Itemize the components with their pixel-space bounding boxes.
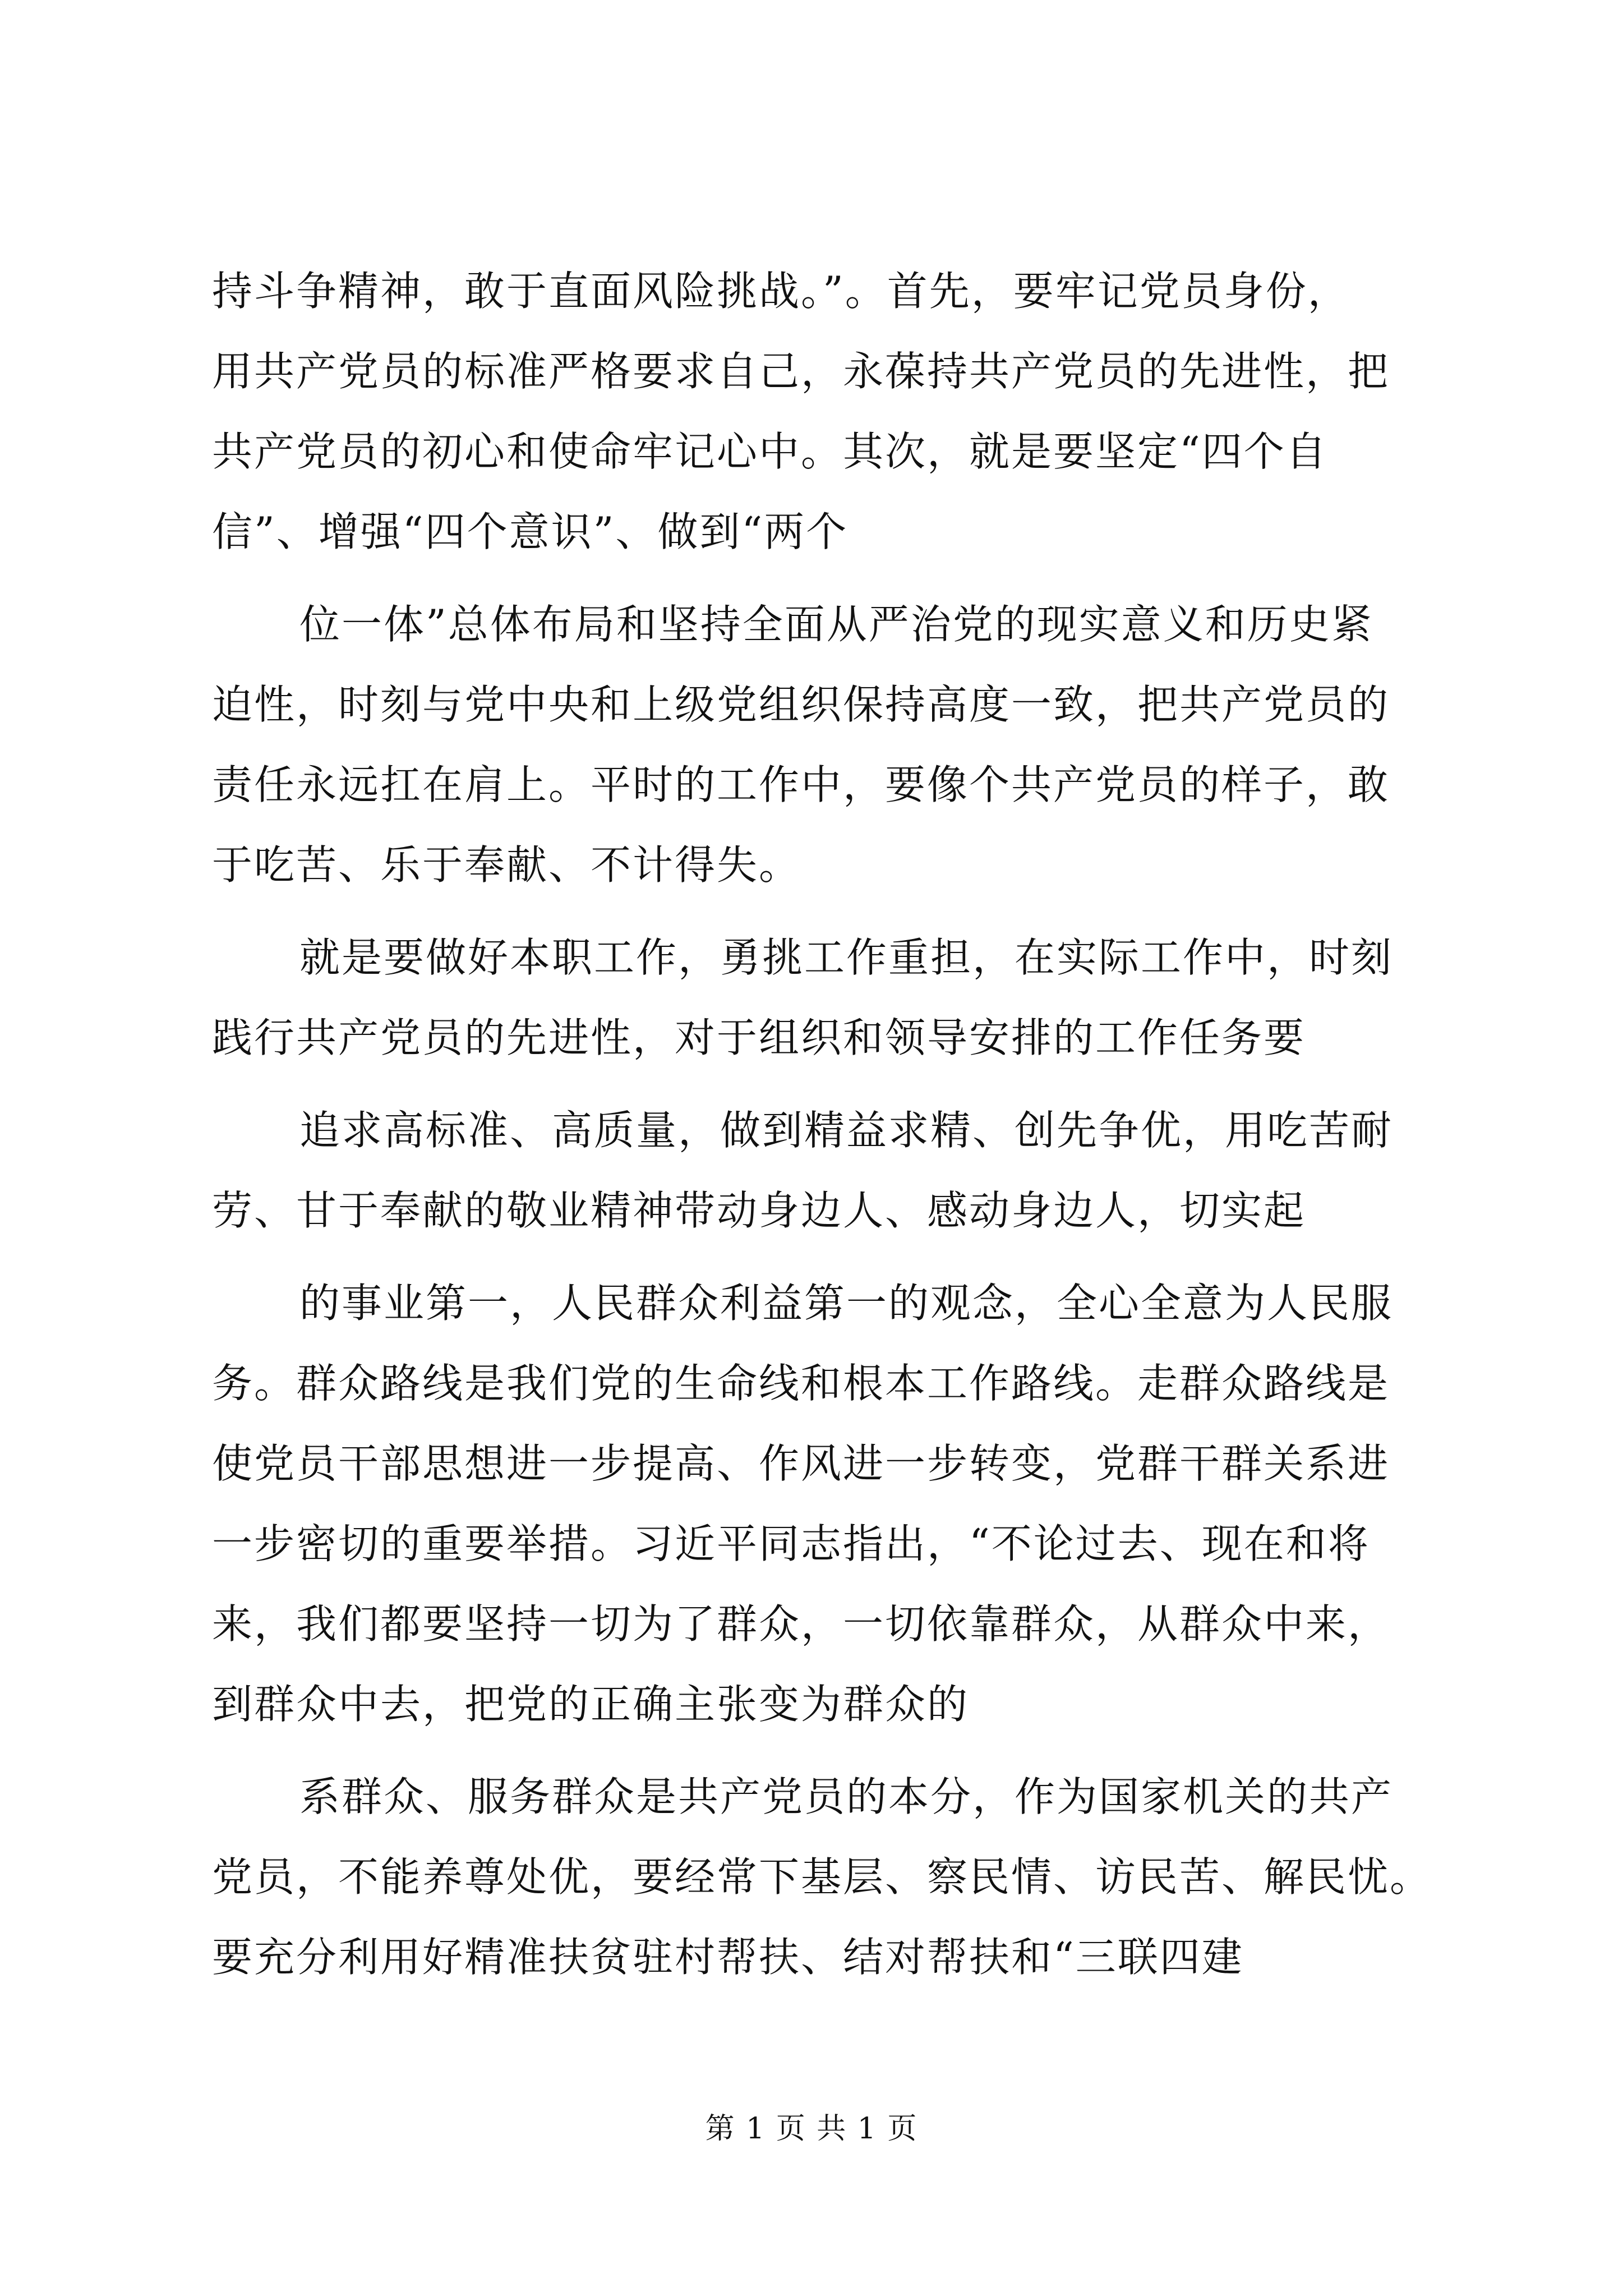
text-line: 信”、增强“四个意识”、做到“两个 <box>212 508 849 555</box>
text-line: 责任永远扛在肩上。平时的工作中，要像个共产党员的样子，敢 <box>212 761 1390 808</box>
paragraph-2 <box>212 585 1418 905</box>
text-line: 持斗争精神，敢于直面风险挑战。”。首先，要牢记党员身份， <box>212 268 1350 315</box>
paragraph-4 <box>212 1091 1418 1251</box>
paragraph-6 <box>212 1757 1432 1998</box>
text-line: 一步密切的重要举措。习近平同志指出，“不论过去、现在和将 <box>212 1520 1370 1567</box>
text-line: 使党员干部思想进一步提高、作风进一步转变，党群干群关系进 <box>212 1440 1390 1487</box>
text-line: 践行共产党员的先进性，对于组织和领导安排的工作任务要 <box>212 1014 1306 1061</box>
text-line: 要充分利用好精准扶贫驻村帮扶、结对帮扶和“三联四建 <box>212 1934 1244 1981</box>
text-line: 来，我们都要坚持一切为了群众，一切依靠群众，从群众中来， <box>212 1600 1390 1648</box>
text-line: 务。群众路线是我们党的生命线和根本工作路线。走群众路线是 <box>212 1360 1390 1407</box>
paragraph-3 <box>212 918 1418 1078</box>
text-line: 的事业第一，人民群众利益第一的观念，全心全意为人民服 <box>299 1280 1394 1327</box>
text-line: 迫性，时刻与党中央和上级党组织保持高度一致，把共产党员的 <box>212 681 1390 728</box>
text-line: 位一体”总体布局和坚持全面从严治党的现实意义和历史紧 <box>299 601 1373 648</box>
text-line: 到群众中去，把党的正确主张变为群众的 <box>212 1681 970 1728</box>
document-body <box>212 251 1432 1998</box>
text-line: 系群众、服务群众是共产党员的本分，作为国家机关的共产 <box>299 1773 1394 1820</box>
text-line: 用共产党员的标准严格要求自己，永葆持共产党员的先进性，把 <box>212 348 1390 395</box>
page-footer <box>0 2105 1623 2147</box>
text-line: 追求高标准、高质量，做到精益求精、创先争优，用吃苦耐 <box>299 1107 1394 1154</box>
paragraph-1 <box>212 251 1418 572</box>
page-number-label: 第 1 页 共 1 页 <box>705 2112 918 2146</box>
paragraph-5 <box>212 1263 1418 1745</box>
text-line: 劳、甘于奉献的敬业精神带动身边人、感动身边人，切实起 <box>212 1187 1306 1234</box>
text-line: 党员，不能养尊处优，要经常下基层、察民情、访民苦、解民忧。 <box>212 1853 1432 1901</box>
text-line: 共产党员的初心和使命牢记心中。其次，就是要坚定“四个自 <box>212 428 1328 475</box>
text-line: 于吃苦、乐于奉献、不计得失。 <box>212 841 801 889</box>
text-line: 就是要做好本职工作，勇挑工作重担，在实际工作中，时刻 <box>299 934 1394 981</box>
